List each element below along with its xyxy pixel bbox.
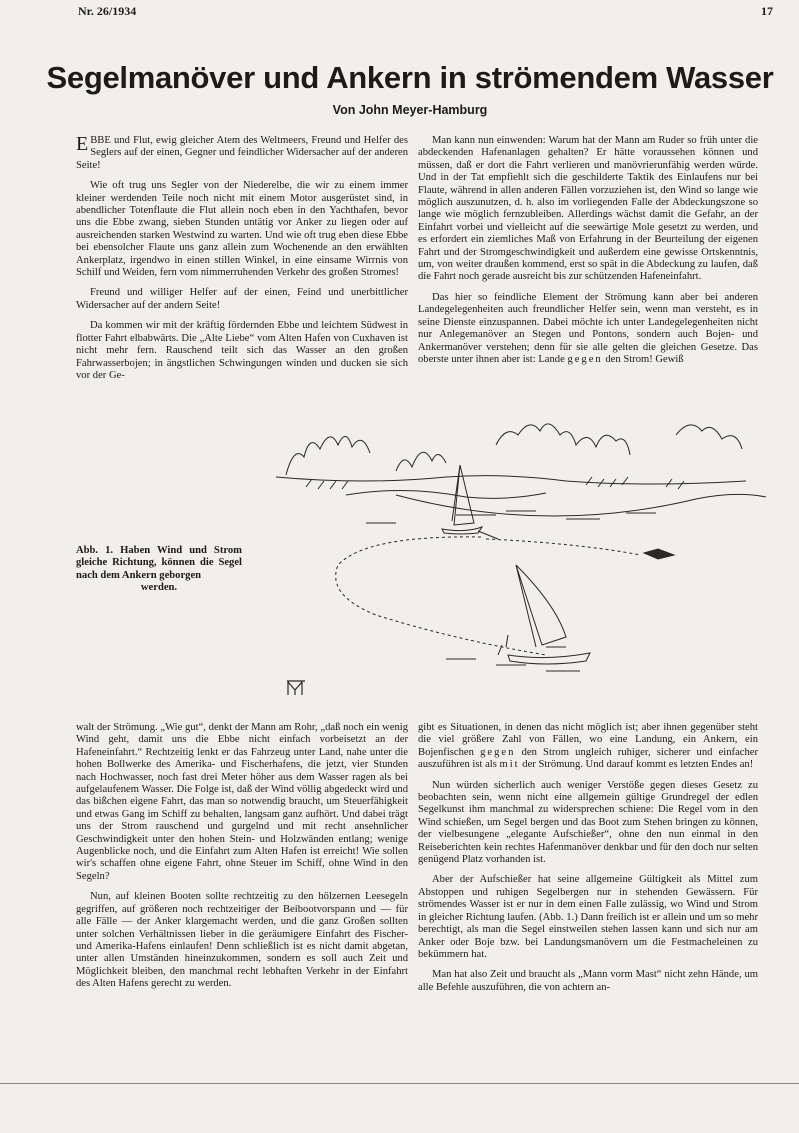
paragraph: walt der Strömung. „Wie gut“, denkt der Mann am Rohr, „daß noch ein wenig Wind geht, damit uns die Ebbe nicht einfach vorbeisetzt an der Hafeneinfahrt.“ Rechtzeitig lenkt er das Fahrzeug unter Land, nahe unter die hohen Bollwerke des Amerika- und Fischerhafens, die jetzt, vier Stunden nach Hochwasser, noch fast drei Meter höher aus dem Wasser ragen als bei aufgelaufenem Wasser. Die Folge ist, daß der Wind völlig abgedeckt wird und das bißchen eigene Fahrt, das man so notwendig braucht, um Steuerfähigkeit und etwas Gang im Schiff zu behalten, langsam ganz aufhört. Und dabei trägt uns der Strom rauschend und gurgelnd und mit recht ansehnlicher Geschwindigkeit unter den hohen Stein- und Holzwänden entlang; wenige Augenblicke noch, und die Einfahrt zum Alten Hafen ist erreicht! Wie sollen wir's schaffen ohne eigene Fahrt, ohne Steuer im Schiff, ohne Wind in den Segeln? [76, 722, 408, 882]
page-number: 17 [761, 4, 773, 18]
column-top-right [418, 135, 758, 397]
sailboat-icon [508, 565, 590, 664]
paragraph-text: den Strom! Gewiß [602, 353, 684, 365]
paragraph: Aber der Aufschießer hat seine allgemeine Gültigkeit als Mittel zum Abstoppen und ruhigen Segelbergen nur in stehenden Gewässern. Für strömendes Wasser ist er nur in dem einen Falle zulässig, wo Wind und Strom in gleicher Richtung laufen. (Abb. 1.) Dann freilich ist er allein und um so mehr berechtigt, als man die Segel einstweilen stehen lassen kann und sich nur am Anker oder Boje bzw. bei Landungsmanövern um die Festmacheleinen zu bekümmern hat. [418, 874, 758, 960]
page-bottom-rule [0, 1083, 799, 1084]
paragraph: Wie oft trug uns Segler von der Niederelbe, die wir zu einem immer kleiner werdenden Teile noch nicht mit einem Motor ausgerüstet sind, in abendlicher Totenflaute die Flut allein noch eben in den Yachthafen, bevor uns die Ebbe zwang, sieben Stunden untätig vor Anker zu liegen oder auf ausreichenden starken Westwind zu warten. Und wie oft trug eben diese Ebbe bei ebensolcher Flaute uns ganz allein zum Wochenende an den erwählten Ankerplatz, irgendwo in einen stillen Winkel, in eine einsame Wirrnis von Schilf und Weiden, fern vom nimmerruhenden Verkehr des großen Stromes! [76, 180, 408, 279]
spaced-word: gegen [480, 746, 516, 758]
paragraph: Man kann nun einwenden: Warum hat der Mann am Ruder so früh unter die abdeckenden Hafenanlagen gehalten? Er hätte voraussehen können und müssen, daß er dort die Fahrt verlieren und manövrierunfähig werden würde. Und in der Tat empfiehlt sich die geschilderte Taktik des Einlaufens nur bei Flaute, während in allen anderen Fällen vorzuziehen ist, den Wind so lange wie möglich auszunutzen, d. h. also im vorliegenden Falle der Abdeckungszone so lange wie möglich fernzubleiben. Allerdings wächst damit die Gefahr, an der Einfahrt vorbei und vielleicht auf die seewärtige Mole gesetzt zu werden, und es erfordert ein ziemliches Maß von Erfahrung in der Beurteilung der eigenen Fahrt und der Stromgeschwindigkeit und außerdem eine gewisse Ortskenntnis, um, von weiter draußen kommend, erst so spät in die Abdeckung zu laufen, daß die Fahrt noch gerade ausreicht bis zur schützenden Hafeneinfahrt. [418, 135, 758, 283]
paragraph: Freund und williger Helfer auf der einen, Feind und unerbittlicher Widersacher auf der andern Seite! [76, 287, 408, 311]
figure-caption [76, 545, 242, 595]
paragraph: Da kommen wir mit der kräftig fördernden Ebbe und leichtem Südwest in flotter Fahrt elbabwärts. Die „Alte Liebe“ vom Alten Hafen von Cuxhaven ist nicht mehr fern. Rauschend teilt sich das Wasser an den großen Fahrwasserbojen; in ängstlichen Schwingungen winden und ducken sie sich vor der Ge- [76, 320, 408, 381]
paragraph [76, 135, 408, 172]
paragraph: Nun, auf kleinen Booten sollte rechtzeitig zu den hölzernen Leesegeln gegriffen, auf größeren noch rechtzeitiger der Beibootvorspann und — für alle Fälle — der Anker klargemacht werden, und die ganz Großen sollten unter solchen Verhältnissen lieber in die geräumigere Einfahrt des Fischer- und Amerika-Hafens einlaufen! Denn schließlich ist es nicht damit abgetan, unter allen Umständen hineinzukommen, sondern es soll auch Zeit und Möglichkeit bleiben, den manchmal recht lebhaften Verkehr in der Einfahrt des Alten Hafens gerecht zu werden. [76, 891, 408, 990]
paragraph-text: Das hier so feindliche Element der Strömung kann aber bei anderen Landegelegenheiten auch freundlicher Helfer sein, wenn man versteht, es in seine Dienste einzuspannen. Dabei möchte ich unter Landegelegenheiten nicht nur Anlegemanöver an Stegen und Pontons, sondern auch Bojen- und Ankermanöver verstehen; denn für sie alle gelten die gleichen Gesetze. Das oberste unter ihnen aber ist: Lande [418, 291, 758, 365]
paragraph-text: BBE und Flut, ewig gleicher Atem des Weltmeers, Freund und Helfer des Seglers auf der einen, Gegner und feindlicher Widersacher auf der anderen Seite! [76, 135, 408, 171]
paragraph [418, 722, 758, 772]
paragraph [418, 292, 758, 366]
paragraph: Man hat also Zeit und braucht als „Mann vorm Mast“ nicht zehn Hände, um alle Befehle auszuführen, die von achtern an- [418, 969, 758, 993]
paragraph-text: den Strom ungleich ruhiger, sicherer und einfacher auszuführen ist als [418, 746, 758, 771]
issue-number: Nr. 26/1934 [78, 4, 137, 18]
spaced-word: mit [499, 759, 520, 771]
paragraph: Nun würden sicherlich auch weniger Verstöße gegen dieses Gesetz zu beobachten sein, wenn nicht eine allgemein gültige Grundregel der edlen Segelkunst ihm manchmal zu widersprechen schiene: Die Regel vom in den Wind schießen, um Segel bergen und das Boot zum Stehen bringen zu können, der vielbesungene „elegante Aufschießer“, ohne den nun einmal in den Reiseberichten kein rechtes Hafenmanöver denkbar und für den doch nur selten genügend Platz vorhanden ist. [418, 779, 758, 866]
tree-line-icon [286, 424, 742, 475]
paragraph-text: gibt es Situationen, in denen das nicht möglich ist; aber ihnen gegenüber steht die viel größere Zahl von Fällen, wo eine Landung, ein Ankern, ein Bojenfischen [418, 722, 758, 758]
spaced-word: gegen [567, 353, 603, 365]
artist-monogram-icon [285, 678, 307, 698]
article-title: Segelmanöver und Ankern in strömendem Wasser [46, 60, 774, 95]
motorboat-icon [644, 549, 674, 559]
caption-text-end: werden. [140, 582, 178, 594]
paragraph-text: der Strömung. Und darauf kommt es letzten Endes an! [519, 759, 754, 771]
column-bottom-right [418, 722, 758, 1002]
column-top-left [76, 135, 408, 389]
caption-text: Abb. 1. Haben Wind und Strom gleiche Richtung, können die Segel nach dem Ankern geborgen [76, 545, 242, 581]
article-byline: Von John Meyer-Hamburg [332, 103, 488, 117]
drop-cap: E [76, 135, 89, 155]
column-bottom-left [76, 722, 408, 1010]
illustration-sailing-maneuver [246, 415, 776, 705]
